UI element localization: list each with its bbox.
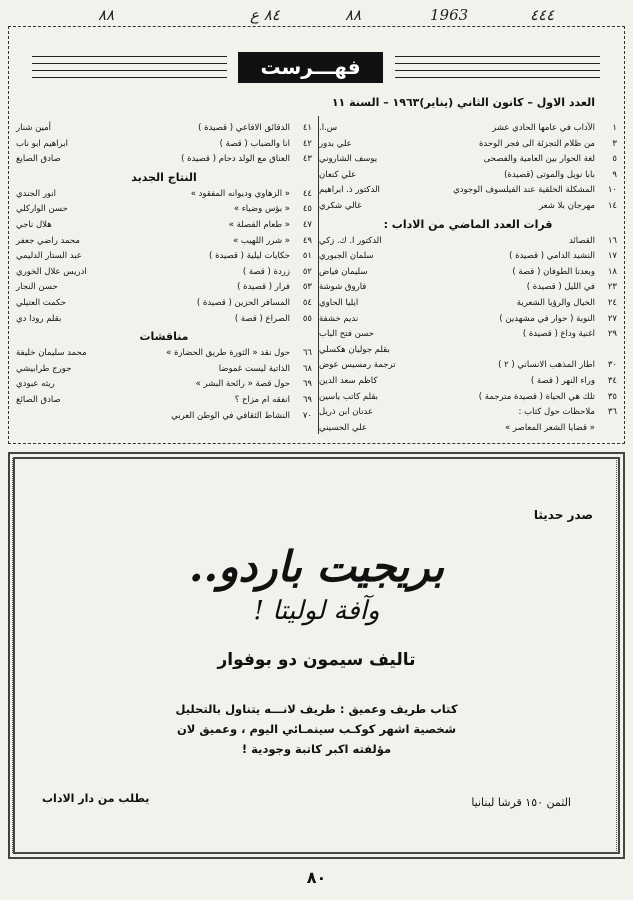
toc-entry-author: ابراهيم ابو ناب	[16, 138, 68, 149]
toc-entry-page: ٤٣	[302, 154, 312, 165]
toc-entry-title: بابا نويل والموتى (قصيدة)	[504, 169, 595, 180]
toc-entry-author: سليمان فياض	[319, 266, 368, 277]
toc-entry-page: ٦٩	[302, 379, 312, 390]
toc-entry-page: ١٦	[607, 235, 617, 246]
handwritten-note: ٨٨	[345, 6, 362, 24]
toc-entry-author: صادق الصايغ	[16, 154, 61, 165]
toc-entry-page: ٧٠	[302, 410, 312, 421]
toc-entry-page: ١	[612, 123, 617, 133]
toc-entry	[16, 312, 312, 328]
toc-entry	[16, 202, 312, 218]
toc-title: فهـــرست	[238, 52, 383, 83]
toc-entry-title: تلك هي الحياة ( قصيدة مترجمة )	[478, 391, 595, 402]
toc-entry-page: ٤٩	[302, 235, 312, 246]
toc-entry	[16, 137, 312, 153]
toc-entry-title: حكايات ليلية ( قصيدة )	[209, 251, 290, 262]
toc-entry-page: ٣٠	[607, 360, 617, 371]
toc-entry-title: النشاط الثقافي في الوطن العربي	[171, 410, 290, 421]
toc-entry	[16, 409, 312, 425]
toc-column-left	[16, 121, 312, 424]
toc-entry-title: وبعدنا الطوفان ( قصة )	[512, 266, 595, 277]
toc-entry-title: انا والضباب ( قصة )	[219, 138, 290, 149]
toc-entry-author: انور الجندي	[16, 188, 57, 199]
toc-entry	[16, 362, 312, 378]
toc-entry	[16, 234, 312, 250]
toc-entry-page: ٤٧	[302, 219, 312, 230]
toc-entry	[319, 137, 617, 153]
toc-entry-page: ٤١	[302, 123, 312, 133]
toc-entry	[319, 327, 617, 343]
toc-entry	[319, 405, 617, 421]
toc-entry-page: ٤٤	[302, 188, 312, 199]
toc-entry	[319, 343, 617, 359]
toc-entry-page	[601, 343, 617, 359]
toc-entry-title: زردة ( قصة )	[242, 266, 290, 277]
toc-entry-title: الصراع ( قصة )	[234, 313, 290, 324]
toc-entry	[319, 152, 617, 168]
toc-entry-page: ٤٢	[302, 138, 312, 149]
toc-entry-author: علي كنعان	[319, 169, 357, 180]
toc-entry-author: صادق الصائغ	[16, 394, 61, 405]
toc-entry-page: ٢٣	[607, 282, 617, 293]
toc-entry	[16, 265, 312, 281]
toc-entry	[16, 346, 312, 362]
toc-entry-page: ٥٣	[302, 282, 312, 293]
toc-entry-page: ٦٦	[302, 348, 312, 359]
toc-entry-author: ريثه عبودي	[16, 379, 55, 390]
toc-entry-author: حسن الواركلي	[16, 204, 68, 215]
toc-entry-title: « شرر اللهيب »	[232, 235, 290, 246]
toc-entry-page: ٣٥	[607, 391, 617, 402]
toc-entry-author: محمد سليمان خليفة	[16, 348, 87, 359]
toc-entry	[319, 168, 617, 184]
toc-entry-author: محمد راضي جعفر	[16, 235, 80, 246]
toc-entry-title: النشيد الدامي ( قصيدة )	[509, 251, 595, 262]
toc-entry-title: وراء النهر ( قصة )	[530, 375, 595, 386]
toc-entry	[319, 421, 617, 437]
handwritten-note: ٨٨	[98, 6, 115, 24]
toc-entry-title: المسافر الحزين ( قصيدة )	[196, 297, 290, 308]
book-description: كتاب طريف وعميق : طريف لانـــه يتناول بالتحليل	[175, 702, 458, 716]
toc-entry-page: ١٧	[607, 251, 617, 262]
toc-entry	[319, 249, 617, 265]
page-number: ٨٠	[306, 868, 327, 887]
toc-entry-title: « قضايا الشعر المعاصر »	[505, 422, 595, 433]
toc-entry-title: اغنية وداع ( قصيدة )	[522, 329, 595, 340]
toc-entry-page: ٣	[612, 138, 617, 149]
toc-entry-author: عدنان ابن ذريل	[319, 407, 374, 418]
handwritten-note: ٨٤ ع	[250, 6, 280, 24]
toc-entry-author: علي بدور	[319, 138, 352, 149]
toc-entry	[16, 187, 312, 203]
book-description: مؤلفته اكبر كاتبة وجودية !	[241, 742, 392, 756]
toc-entry-title: حول نقد « الثورة طريق الحضارة »	[166, 348, 290, 359]
toc-entry	[16, 296, 312, 312]
toc-entry	[16, 249, 312, 265]
toc-entry-author: الدكتور ا. ك. زكي	[319, 235, 382, 246]
toc-entry-page: ٥٥	[302, 313, 312, 324]
toc-entry-page: ٦٩	[302, 394, 312, 405]
book-title: بريجيت باردو..	[188, 542, 445, 591]
toc-entry-page: ١٤	[607, 200, 617, 211]
toc-entry-page: ٥	[612, 154, 617, 165]
book-author: تاليف سيمون دو بوفوار	[217, 650, 416, 670]
ad-issued-label: صدر حديثا	[533, 508, 593, 522]
toc-entry-author: بقلم جوليان هكسلي	[319, 344, 390, 355]
toc-entry	[319, 234, 617, 250]
title-rule-right	[395, 56, 600, 84]
handwritten-note: ٤٤٤	[530, 6, 555, 24]
toc-entry-page: ١٨	[607, 266, 617, 277]
toc-entry-author: علي الحسيني	[319, 422, 367, 433]
toc-entry-title: الخيال والرؤيا الشعرية	[516, 297, 595, 308]
toc-entry-author: حسن النجار	[16, 282, 58, 293]
toc-column-right	[319, 121, 617, 436]
price-note: الثمن ١٥٠ قرشا لبنانيا	[471, 796, 571, 809]
toc-entry	[319, 312, 617, 328]
issue-heading: العدد الاول – كانون الثاني (يناير)١٩٦٣ – السنة ١١	[331, 96, 595, 109]
toc-entry-page: ٥٤	[302, 297, 312, 308]
toc-entry-page: ١٠	[607, 185, 617, 196]
toc-entry-page: ٣٦	[607, 407, 617, 418]
toc-entry-page: ٢٩	[607, 329, 617, 340]
toc-entry-page: ٦٨	[302, 363, 312, 374]
toc-entry-author: ادريس علال الخوري	[16, 266, 87, 277]
toc-entry-author: سلمان الجبوري	[319, 251, 374, 262]
toc-entry-title: « بؤس وضياء »	[233, 204, 290, 215]
toc-entry	[319, 374, 617, 390]
toc-entry-page: ٢٤	[607, 297, 617, 308]
toc-entry-author: الدكتور ذ. ابراهيم	[319, 185, 380, 196]
toc-entry	[319, 280, 617, 296]
toc-entry-author: يوسف الشاروني	[319, 154, 378, 165]
toc-entry-author: بقلم كاتب ياسين	[319, 391, 379, 402]
toc-entry-title: من ظلام التجزئة الى فجر الوحدة	[478, 138, 595, 149]
toc-entry-author: بقلم رودا دي	[16, 313, 62, 324]
toc-entry-author: ترجمة رمسيس عوض	[319, 360, 396, 371]
toc-entry-author: هلال ناجي	[16, 219, 52, 230]
toc-entry-author: س.ا.	[319, 123, 338, 133]
toc-entry-author: كاظم سعد الدين	[319, 375, 378, 386]
section-heading: النتاج الجديد	[131, 170, 197, 184]
toc-entry-author: حكمت العتيلي	[16, 297, 66, 308]
toc-entry	[319, 296, 617, 312]
toc-entry-page	[601, 421, 617, 437]
toc-entry-author: حسن فتح الباب	[319, 329, 374, 340]
toc-entry-title: اطار المذهب الانساني ( ٢ )	[498, 360, 595, 371]
toc-entry-title: العناق مع الولد دحام ( قصيدة )	[181, 154, 290, 165]
toc-entry	[319, 183, 617, 199]
toc-entry-author: عبد الستار الدليمي	[16, 251, 82, 262]
section-heading: مناقشات	[139, 330, 189, 344]
toc-entry-page: ٥٢	[302, 266, 312, 277]
toc-entry-title: « الزهاوي وديوانه المفقود »	[190, 188, 290, 199]
toc-entry	[16, 280, 312, 296]
toc-entry	[16, 218, 312, 234]
toc-entry-title: ملاحظات حول كتاب :	[518, 407, 595, 418]
toc-entry-page: ٢٧	[607, 313, 617, 324]
toc-entry	[16, 393, 312, 409]
toc-entry-title: الذاتية ليست غموضا	[218, 363, 290, 374]
publisher-note: يطلب من دار الاداب	[42, 792, 150, 805]
toc-entry-title: فرار ( قصيدة )	[237, 282, 290, 293]
toc-entry-author: فاروق شوشة	[319, 282, 367, 293]
section-heading: قرات العدد الماضي من الاداب :	[383, 217, 553, 231]
toc-entry	[319, 265, 617, 281]
toc-entry-title: المشكلة الخلقية عند الفيلسوف الوجودي	[453, 185, 595, 196]
book-description: شخصية اشهر كوكـب سينمـائي اليوم ، وعميق لان	[176, 722, 457, 736]
toc-entry-author: غالي شكري	[319, 200, 362, 211]
toc-entry	[16, 152, 312, 168]
toc-entry	[16, 121, 312, 137]
toc-entry-title: القصائد	[568, 235, 595, 246]
toc-entry	[16, 377, 312, 393]
toc-entry-title: « طعام الفصلة »	[228, 219, 290, 230]
book-subtitle: وآفة لوليتا !	[253, 596, 380, 626]
toc-entry	[319, 121, 617, 137]
toc-entry	[319, 358, 617, 374]
title-rule-left	[32, 56, 227, 84]
handwritten-note: 1963	[430, 6, 469, 24]
toc-entry-page: ٤٥	[302, 204, 312, 215]
toc-entry-author: جورج طرابيشي	[16, 363, 72, 374]
toc-entry-title: مهرجان بلا شعر	[538, 200, 595, 211]
toc-entry-title: انفقه ام مزاح ؟	[234, 394, 290, 405]
toc-entry-title: النوبة ( حوار في مشهدين )	[499, 313, 595, 324]
toc-entry	[319, 390, 617, 406]
toc-entry-title: لغة الحوار بين العامية والفصحى	[483, 154, 595, 165]
toc-entry-page: ٣٤	[607, 375, 617, 386]
toc-entry-title: حول قصة « رائحة البشر »	[195, 379, 290, 390]
toc-entry-title: الآداب في عامها الحادي عشر	[492, 123, 595, 133]
toc-entry-author: نديم خشفة	[319, 313, 359, 324]
toc-entry-author: أمين شنار	[16, 123, 52, 133]
toc-entry-author: ايليا الحاوي	[319, 297, 359, 308]
toc-entry-page: ٩	[612, 169, 617, 180]
toc-entry-title: الدقائق الافاعي ( قصيدة )	[198, 123, 290, 133]
toc-entry	[319, 199, 617, 215]
toc-entry-page: ٥١	[302, 251, 312, 262]
toc-entry-title: في الليل ( قصيدة )	[526, 282, 595, 293]
